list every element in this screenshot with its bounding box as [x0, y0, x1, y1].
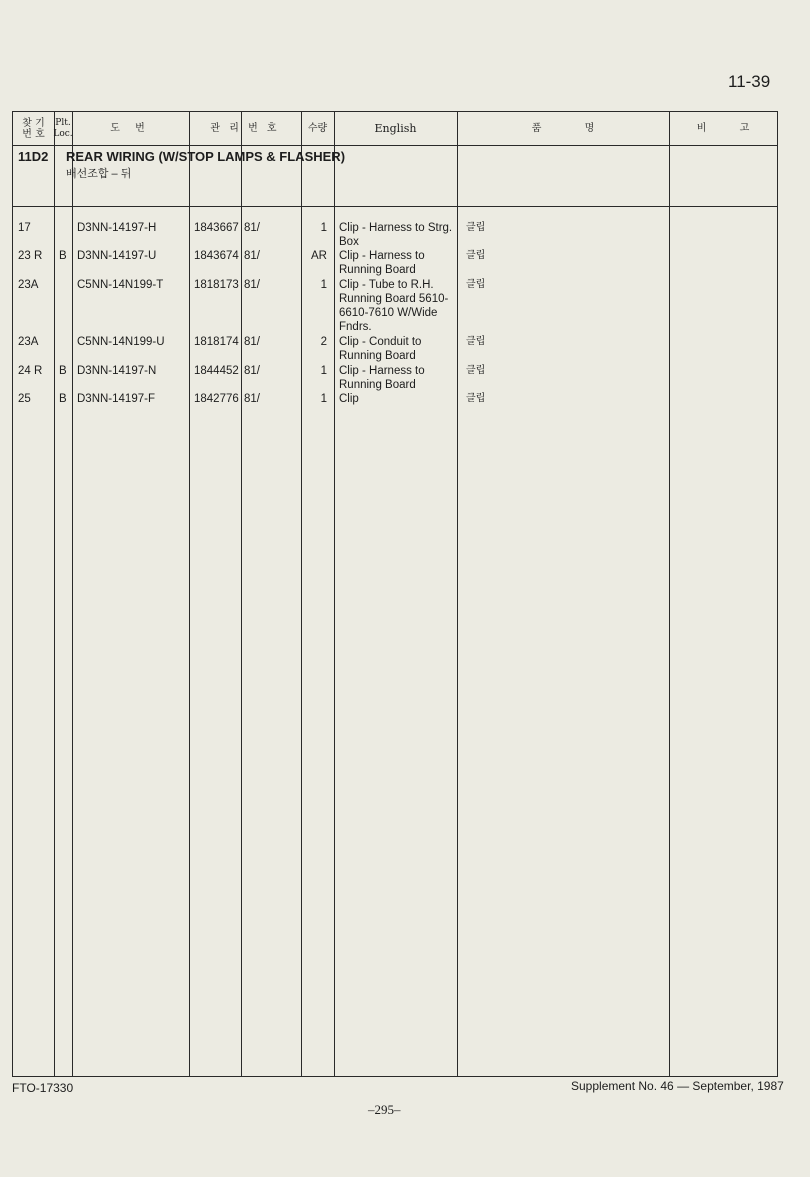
- footer-page-number: –295–: [368, 1102, 401, 1117]
- col-divider: [669, 112, 670, 1076]
- row-english-desc: Clip - Tube to R.H. Running Board 5610-6610-7610 W/Wide Fndrs.: [339, 279, 449, 333]
- section-korean-title: 배선조합 – 뒤: [66, 168, 132, 180]
- row-mgmt-number: 1842776: [194, 393, 239, 405]
- row-korean-name: 클립: [466, 222, 486, 233]
- row-korean-name: 클립: [466, 336, 486, 347]
- col-divider: [241, 112, 242, 1076]
- section-code: 11D2: [18, 149, 49, 164]
- row-plt-loc: B: [59, 250, 67, 262]
- row-mgmt-number: 1843674: [194, 250, 239, 262]
- row-part-number: C5NN-14N199-U: [77, 336, 165, 348]
- row-plt-loc: B: [59, 365, 67, 377]
- header-english: English: [374, 122, 417, 135]
- row-mgmt-number: 1843667: [194, 222, 239, 234]
- col-divider: [301, 112, 302, 1076]
- page-number: 11-39: [728, 72, 771, 91]
- row-qty: 1: [320, 222, 327, 234]
- row-mgmt-number: 1844452: [194, 365, 239, 377]
- row-qty: 1: [320, 365, 327, 377]
- row-qty: 1: [320, 393, 327, 405]
- row-model-year: 81/: [244, 365, 260, 377]
- footer-doc-code: FTO-17330: [12, 1081, 74, 1095]
- col-divider: [189, 112, 190, 1076]
- row-mgmt-number: 1818173: [194, 279, 239, 291]
- row-index-no: 23 R: [18, 250, 43, 262]
- row-index-no: 24 R: [18, 365, 43, 377]
- row-index-no: 25: [18, 393, 31, 405]
- row-model-year: 81/: [244, 250, 260, 262]
- row-model-year: 81/: [244, 279, 260, 291]
- row-qty: AR: [311, 250, 327, 262]
- header-mgmt-no: 관 리 번 호: [210, 123, 280, 134]
- parts-table: [12, 111, 778, 1077]
- row-english-desc: Clip: [339, 393, 359, 405]
- row-mgmt-number: 1818174: [194, 336, 239, 348]
- row-qty: 1: [320, 279, 327, 291]
- row-english-desc: Clip - Harness to Running Board: [339, 365, 425, 391]
- row-index-no: 17: [18, 222, 31, 234]
- row-korean-name: 클립: [466, 250, 486, 261]
- row-index-no: 23A: [18, 279, 39, 291]
- row-part-number: D3NN-14197-N: [77, 365, 157, 377]
- header-remarks: 비 고: [696, 123, 750, 134]
- header-index-no: 찾 기 번 호: [22, 117, 45, 140]
- header-drawing-no: 도 번: [110, 123, 151, 134]
- row-part-number: D3NN-14197-F: [77, 393, 155, 405]
- row-part-number: D3NN-14197-U: [77, 250, 157, 262]
- row-plt-loc: B: [59, 393, 67, 405]
- col-divider: [54, 112, 55, 1076]
- col-divider: [72, 112, 73, 1076]
- row-english-desc: Clip - Harness to Strg. Box: [339, 222, 453, 248]
- row-part-number: C5NN-14N199-T: [77, 279, 164, 291]
- row-index-no: 23A: [18, 336, 39, 348]
- header-product-name: 품 명: [531, 123, 595, 134]
- footer-supplement: Supplement No. 46 — September, 1987: [571, 1079, 784, 1093]
- row-korean-name: 클립: [466, 279, 486, 290]
- row-qty: 2: [320, 336, 327, 348]
- row-korean-name: 클립: [466, 365, 486, 376]
- row-part-number: D3NN-14197-H: [77, 222, 157, 234]
- row-english-desc: Clip - Conduit to Running Board: [339, 336, 422, 362]
- row-model-year: 81/: [244, 222, 260, 234]
- row-korean-name: 클립: [466, 393, 486, 404]
- header-qty: 수량: [307, 123, 328, 134]
- section-title: REAR WIRING (W/STOP LAMPS & FLASHER): [66, 149, 346, 164]
- row-english-desc: Clip - Harness to Running Board: [339, 250, 425, 276]
- col-divider: [334, 112, 335, 1076]
- header-divider: [13, 145, 777, 146]
- header-plt-loc: Plt. Loc.: [53, 117, 73, 139]
- section-divider: [13, 206, 777, 207]
- row-model-year: 81/: [244, 393, 260, 405]
- row-model-year: 81/: [244, 336, 260, 348]
